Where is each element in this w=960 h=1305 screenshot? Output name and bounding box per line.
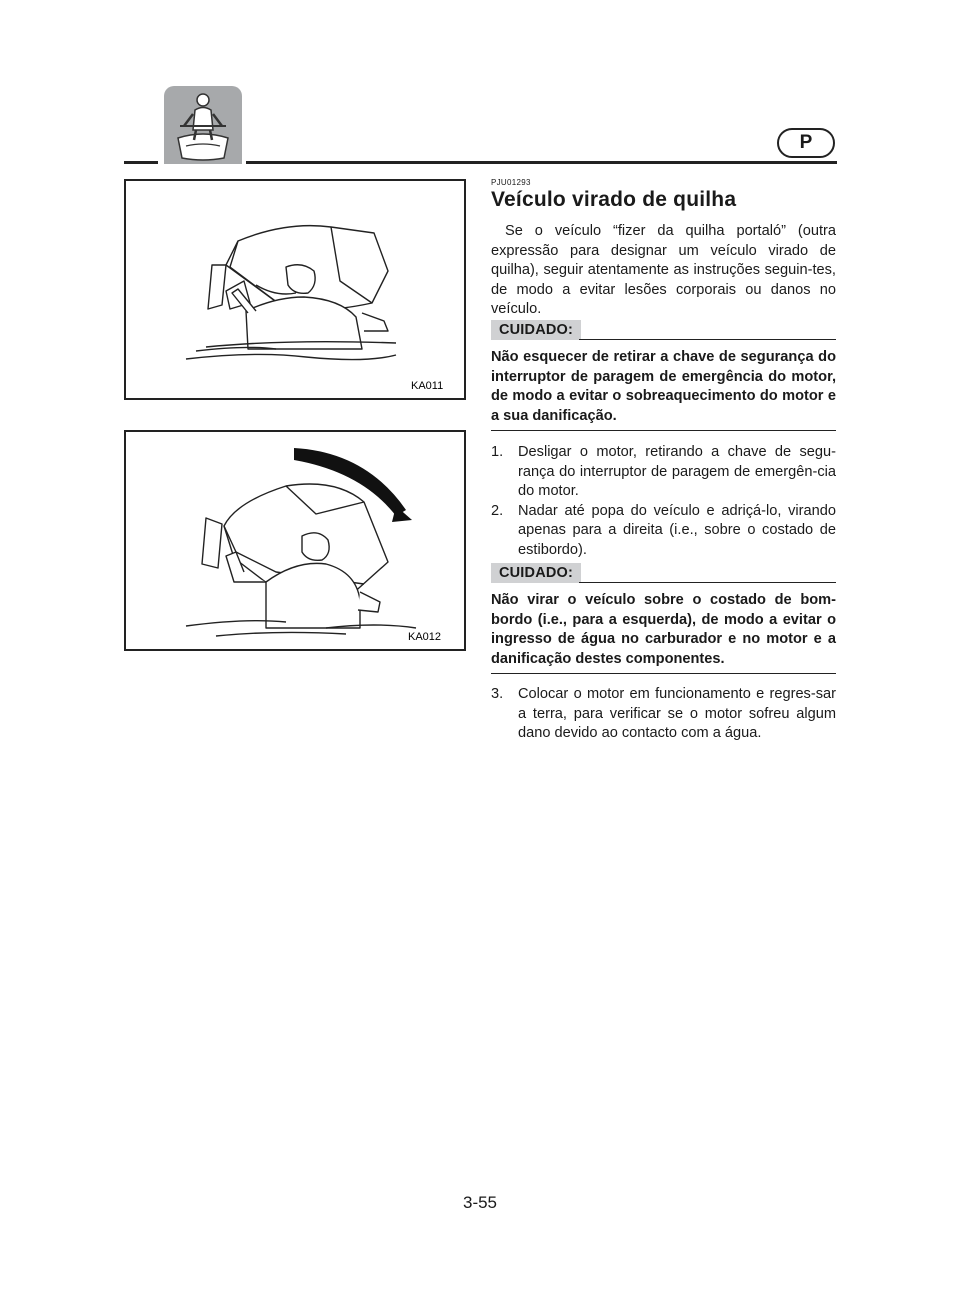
- caution-text: Não virar o veículo sobre o costado de bom-bordo (i.e., para a esquerda), de modo a evitar o ingresso de água no carburador e no motor e a danificação destes componentes.: [491, 592, 836, 667]
- step-number: 3.: [491, 686, 504, 702]
- page-number: 3-55: [462, 1193, 498, 1212]
- step-text: Desligar o motor, retirando a chave de segu-rança do interruptor de paragem de emergên-cia do motor.: [518, 444, 836, 500]
- figure-righting-watercraft: [124, 430, 466, 651]
- document-code: PJU01293: [491, 178, 531, 187]
- steps-list: [491, 443, 836, 561]
- language-badge: P: [777, 128, 835, 158]
- list-item: [491, 443, 836, 502]
- step-number: 1.: [491, 444, 504, 460]
- caution-label: CUIDADO:: [491, 563, 581, 583]
- caution-header: [491, 320, 836, 340]
- section-title: Veículo virado de quilha: [491, 188, 737, 211]
- header-rule-left: [124, 161, 158, 164]
- person-under-capsized-watercraft-illustration: [126, 181, 464, 398]
- caution-header: [491, 563, 836, 583]
- figure-code: KA011: [411, 380, 444, 392]
- figure-capsized-watercraft: [124, 179, 466, 400]
- steps-list: [491, 685, 836, 744]
- caution-line: [579, 339, 836, 340]
- caution-label: CUIDADO:: [491, 320, 581, 340]
- step-number: 2.: [491, 502, 504, 519]
- header-rule-right: [246, 161, 837, 164]
- list-item: [491, 502, 836, 561]
- watercraft-rider-icon: [164, 86, 242, 164]
- list-item: [491, 685, 836, 744]
- caution-end-rule: [491, 673, 836, 674]
- person-righting-watercraft-illustration: [126, 432, 464, 649]
- intro-paragraph: Se o veículo “fizer da quilha portaló” (outra expressão para designar um veículo virado de quilha), seguir atentamente as instruções seguin-tes, de modo a evitar lesões corporais ou danos no veículo.: [491, 223, 836, 318]
- caution-line: [579, 582, 836, 583]
- step-text: Colocar o motor em funcionamento e regres-sar a terra, para verificar se o motor sofreu algum dano devido ao contacto com a água.: [518, 686, 836, 742]
- step-text: Nadar até popa do veículo e adriçá-lo, virando apenas para a direita (i.e., sobre o costado de estibordo).: [518, 502, 836, 558]
- figure-code: KA012: [408, 631, 442, 643]
- caution-text: Não esquecer de retirar a chave de segurança do interruptor de paragem de emergência do motor, de modo a evitar o sobreaquecimento do motor e a sua danificação.: [491, 349, 836, 424]
- caution-end-rule: [491, 430, 836, 431]
